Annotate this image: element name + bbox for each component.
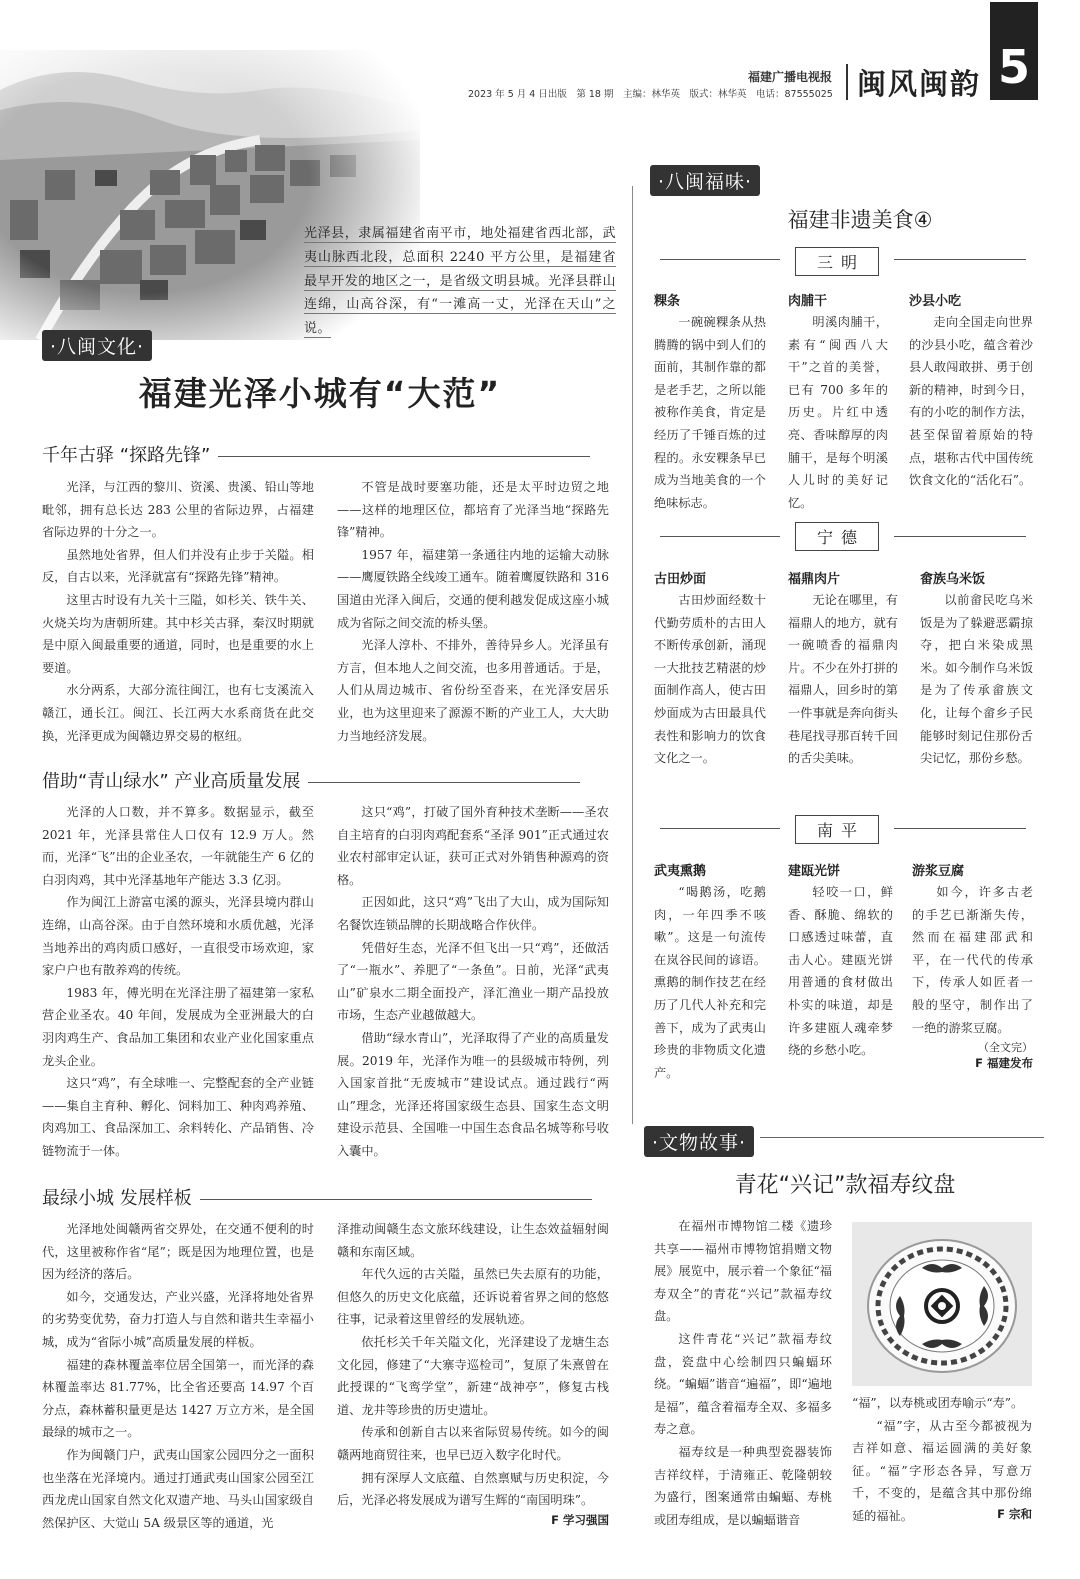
paragraph: 1957 年，福建第一条通往内地的运输大动脉——鹰厦铁路全线竣工通车。随着鹰厦铁路和 316 国道由光泽入闽后，交通的便利越发促成这座小城成为省际之间交流的桥头堡。 xyxy=(337,547,609,630)
food-item xyxy=(788,311,888,514)
region-sanming: 三明 xyxy=(795,247,879,276)
food-desc: 一碗碗粿条从热腾腾的锅中到人们的面前，其制作靠的都是老手艺，之所以能被称作美食，肯定是经历了千锤百炼的过程的。永安粿条早已成为当地美食的一个绝味标志。 xyxy=(654,315,766,510)
region-rule xyxy=(660,536,780,537)
section1-col1 xyxy=(42,476,314,747)
food-item xyxy=(912,881,1033,1071)
intro-paragraph: 光泽县，隶属福建省南平市，地处福建省西北部，武夷山脉西北段，总面积 2240 平方公里，是福建省最早开发的地区之一，是省级文明县城。光泽县群山连绵，山高谷深，有“一滩高一丈，光泽在天山”之说。 xyxy=(304,226,616,337)
food-name: 武夷熏鹅 xyxy=(654,864,707,879)
paragraph: 如今，交通发达，产业兴盛，光泽将地处省界的劣势变优势，奋力打造人与自然和谐共生幸福小城，成为“省际小城”高质量发展的样板。 xyxy=(42,1289,314,1349)
food-name: 建瓯光饼 xyxy=(788,864,841,879)
food-name: 游浆豆腐 xyxy=(912,864,965,879)
tag-rule xyxy=(760,1137,1044,1138)
section1-heading-text: 千年古驿 “探路先锋” xyxy=(42,445,211,466)
paragraph: 水分两系，大部分流往闽江，也有七支溪流入赣江，通长江。闽江、长江两大水系商货在此交换，光泽更成为闽赣边界交易的枢纽。 xyxy=(42,683,314,743)
issue-line: 2023 年 5 月 4 日出版 第 18 期 主编：林华英 版式：林华英 电话：87555025 xyxy=(468,89,833,100)
heading-rule xyxy=(308,782,580,783)
section2-heading xyxy=(42,767,617,793)
heading-rule xyxy=(218,456,590,457)
section2-col2 xyxy=(337,801,609,1163)
food-desc: 轻咬一口，鲜香、酥脆、绵软的口感透过味蕾，直击人心。建瓯光饼用普通的食材做出朴实的味道，却是许多建瓯人魂牵梦绕的乡愁小吃。 xyxy=(788,885,893,1058)
food-name: 粿条 xyxy=(654,294,681,309)
byline: F 学习强国 xyxy=(551,1512,609,1527)
paragraph: 这里古时设有九关十三隘，如杉关、铁牛关、火烧关均为唐朝所建。其中杉关古驿，秦汉时期就是中原入闽最重要的通道，同时，也是重要的水上要道。 xyxy=(42,592,314,675)
paragraph: 福寿纹是一种典型瓷器装饰吉祥纹样，于清雍正、乾隆朝较为盛行，图案通常由蝙蝠、寿桃或团寿组成，是以蝙蝠谐音 xyxy=(654,1444,832,1527)
heading-rule xyxy=(200,1199,592,1200)
region-rule xyxy=(894,259,1026,260)
artifact-col1 xyxy=(654,1215,832,1531)
food-desc: 如今，许多古老的手艺已渐渐失传，然而在福建邵武和平，在一代代的传承下，传承人如匠者一般的坚守，制作出了一绝的游浆豆腐。 xyxy=(912,885,1033,1035)
region-rule xyxy=(660,828,780,829)
paragraph: 传承和创新自古以来省际贸易传统。如今的闽赣两地商贸往来，也早已迈入数字化时代。 xyxy=(337,1425,609,1462)
end-note: （全文完） xyxy=(978,1041,1033,1055)
section1-col2 xyxy=(337,476,609,747)
paragraph: “福”字，从古至今都被视为吉祥如意、福运圆满的美好象征。“福”字形态各异，写意万千，不变的，是蕴含其中那份绵延的福祉。 xyxy=(852,1418,1032,1523)
food-desc: 无论在哪里，有福鼎人的地方，就有一碗喷香的福鼎肉片。不少在外打拼的福鼎人，回乡时的第一件事就是奔向街头巷尾找寻那百转千回的舌尖美味。 xyxy=(788,593,898,766)
page-number: 5 xyxy=(990,2,1038,100)
food-item xyxy=(654,311,766,514)
region-rule xyxy=(894,828,1026,829)
paragraph: 凭借好生态，光泽不但飞出一只“鸡”，还做活了“一瓶水”、养肥了“一条鱼”。日前，光泽“武夷山”矿泉水二期全面投产，泽汇渔业一期产品投放市场，生态产业越做越大。 xyxy=(337,940,609,1023)
paragraph: 这只“鸡”，打破了国外育种技术垄断——圣农自主培育的白羽肉鸡配套系“圣泽 901”正式通过农业农村部审定认证，获可正式对外销售种源鸡的资格。 xyxy=(337,805,609,887)
column-divider xyxy=(632,186,633,1124)
paragraph: 虽然地处省界，但人们并没有止步于关隘。相反，自古以来，光泽就富有“探路先锋”精神。 xyxy=(42,547,314,585)
food-name: 沙县小吃 xyxy=(909,294,962,309)
section3-heading-text: 最绿小城 发展样板 xyxy=(42,1188,192,1209)
paragraph: “福”，以寿桃或团寿喻示“寿”。 xyxy=(852,1396,1024,1410)
porcelain-plate-photo xyxy=(852,1222,1032,1386)
paragraph: 借助“绿水青山”，光泽取得了产业的高质量发展。2019 年，光泽作为唯一的县级城市特例，列入国家首批“无废城市”建设试点。通过践行“两山”理念，光泽还将国家级生态县、国家生态文明建设示范县、全国唯一中国生态食品名城等称号收入囊中。 xyxy=(337,1030,609,1158)
food-item xyxy=(788,589,898,770)
food-name: 畲族乌米饭 xyxy=(920,572,986,587)
intro-text xyxy=(304,222,616,341)
section3-col1 xyxy=(42,1218,314,1534)
paragraph: 光泽地处闽赣两省交界处，在交通不便利的时代，这里被称作省“尾”；既是因为地理位置，也是因为经济的落后。 xyxy=(42,1222,314,1282)
paragraph: 依托杉关千年关隘文化，光泽建设了龙塘生态文化园，修建了“大寨寺巡检司”，复原了朱熹曾在此授课的“飞鸾学堂”，新建“战神亭”，修复古栈道、龙井等珍贵的历史遗址。 xyxy=(337,1334,609,1417)
region-rule xyxy=(894,536,1026,537)
section3-heading xyxy=(42,1184,617,1210)
paragraph: 在福州市博物馆二楼《遗珍共享——福州市博物馆捐赠文物展》展览中，展示着一个象征“福寿双全”的青花“兴记”款福寿纹盘。 xyxy=(654,1219,832,1324)
paragraph: 作为闽赣门户，武夷山国家公园四分之一面积也坐落在光泽境内。通过打通武夷山国家公园至江西龙虎山国家自然文化双遗产地、马头山国家级自然保护区、大觉山 5A 级景区等的通道，光 xyxy=(42,1447,314,1530)
section2-heading-text: 借助“青山绿水” 产业高质量发展 xyxy=(42,771,301,792)
food-desc: 走向全国走向世界的沙县小吃，蕴含着沙县人敢闯敢拼、勇于创新的精神，时到今日，有的小吃的制作方法，甚至保留着原始的特点，堪称古代中国传统饮食文化的“活化石”。 xyxy=(909,315,1033,488)
paragraph: 这件青花“兴记”款福寿纹盘，瓷盘中心绘制四只蝙蝠环绕。“蝙蝠”谐音“遍福”，即“遍地是福”，蕴含着福寿全双、多福多寿之意。 xyxy=(654,1331,832,1437)
region-nanping: 南平 xyxy=(795,815,879,844)
food-title: 福建非遗美食④ xyxy=(787,208,933,232)
food-name: 古田炒面 xyxy=(654,572,707,587)
section3-col2 xyxy=(337,1218,609,1528)
food-item xyxy=(654,589,766,770)
food-item xyxy=(920,589,1033,770)
paper-name: 福建广播电视报 xyxy=(748,70,833,84)
paragraph: 这只“鸡”，有全球唯一、完整配套的全产业链——集自主育种、孵化、饲料加工、种肉鸡养殖、肉鸡加工、食品深加工、余料转化、产品销售、冷链物流于一体。 xyxy=(42,1076,314,1158)
paragraph: 年代久远的古关隘，虽然已失去原有的功能，但悠久的历史文化底蕴，还诉说着省界之间的悠悠往事，记录着这里曾经的发展轨迹。 xyxy=(337,1267,609,1327)
region-ningde: 宁德 xyxy=(795,522,879,551)
byline: F 宗和 xyxy=(997,1506,1032,1521)
culture-tag: ·八闽文化· xyxy=(42,330,152,361)
paragraph: 拥有深厚人文底蕴、自然禀赋与历史积淀，今后，光泽必将发展成为谱写生辉的“南国明珠”。 xyxy=(337,1470,609,1508)
paragraph: 光泽，与江西的黎川、资溪、贵溪、铅山等地毗邻，拥有总长达 283 公里的省际边界，占福建省际边界的十分之一。 xyxy=(42,480,314,540)
section2-col1 xyxy=(42,801,314,1163)
paragraph: 光泽的人口数，并不算多。数据显示，截至 2021 年，光泽县常住人口仅有 12.9 万人。然而，光泽“飞”出的企业圣农，一年就能生产 6 亿的白羽肉鸡，其中光泽基地年产能达 3.3 亿羽。 xyxy=(42,805,314,887)
food-desc: 古田炒面经数十代勤劳质朴的古田人不断传承创新，涌现一大批技艺精湛的炒面制作高人，使古田炒面成为古田最具代表性和影响力的饮食文化之一。 xyxy=(654,593,766,766)
food-name: 肉脯干 xyxy=(788,294,828,309)
artifact-title: 青花“兴记”款福寿纹盘 xyxy=(734,1173,956,1198)
region-rule xyxy=(660,259,780,260)
paragraph: 泽推动闽赣生态文旅环线建设，让生态效益辐射闽赣和东南区域。 xyxy=(337,1222,609,1259)
paragraph: 正因如此，这只“鸡”飞出了大山，成为国际知名餐饮连锁品牌的长期战略合作伙伴。 xyxy=(337,895,609,932)
artifact-col2 xyxy=(852,1392,1032,1522)
artifact-tag: ·文物故事· xyxy=(644,1126,754,1157)
section-title: 闽风闽韵 xyxy=(857,67,982,101)
paragraph: 不管是战时要塞功能，还是太平时边贸之地——这样的地理区位，都培育了光泽当地“探路先锋”精神。 xyxy=(337,480,609,540)
article-title: 福建光泽小城有“大范” xyxy=(138,374,502,413)
paragraph: 福建的森林覆盖率位居全国第一，而光泽的森林覆盖率达 81.77%，比全省还要高 14.97 个百分点，森林蓄积量更是达 1427 万立方米，是全国最绿的城市之一。 xyxy=(42,1357,314,1440)
byline: F 福建发布 xyxy=(975,1056,1033,1071)
food-item xyxy=(788,881,893,1062)
paragraph: 1983 年，傅光明在光泽注册了福建第一家私营企业圣农。40 年间，发展成为全亚洲最大的白羽肉鸡生产、食品加工集团和农业产业化国家重点龙头企业。 xyxy=(42,985,314,1068)
paragraph: 光泽人淳朴、不排外，善待异乡人。光泽虽有方言，但本地人之间交流，也多用普通话。于是，人们从周边城市、省份纷至沓来，在光泽安居乐业，也为这里迎来了源源不断的产业工人，大大助力当地经济发展。 xyxy=(337,638,609,743)
food-desc: 明溪肉脯干，素有“闽西八大干”之首的美誉，已有 700 多年的历史。片红中透亮、香味醇厚的肉脯干，是每个明溪人儿时的美好记忆。 xyxy=(788,315,888,510)
food-desc: 以前畲民吃乌米饭是为了躲避恶霸掠夺，把白米染成黑米。如今制作乌米饭是为了传承畲族文化，让每个畲乡子民能够时刻记住那份舌尖记忆，那份乡愁。 xyxy=(920,593,1033,766)
header-divider xyxy=(846,64,848,100)
food-tag: ·八闽福味· xyxy=(650,165,760,196)
food-item xyxy=(654,881,766,1084)
food-item xyxy=(909,311,1033,492)
paragraph: 作为闽江上游富屯溪的源头，光泽县境内群山连绵，山高谷深。由于自然环境和水质优越，光泽当地养出的鸡肉质口感好，一直很受市场欢迎，家家户户也有散养鸡的传统。 xyxy=(42,895,314,978)
food-desc: “喝鹅汤，吃鹅肉，一年四季不咳嗽”。这是一句流传在岚谷民间的谚语。熏鹅的制作技艺在经历了几代人补充和完善下，成为了武夷山珍贵的非物质文化遗产。 xyxy=(654,885,766,1080)
section1-heading xyxy=(42,441,617,467)
food-name: 福鼎肉片 xyxy=(788,572,841,587)
